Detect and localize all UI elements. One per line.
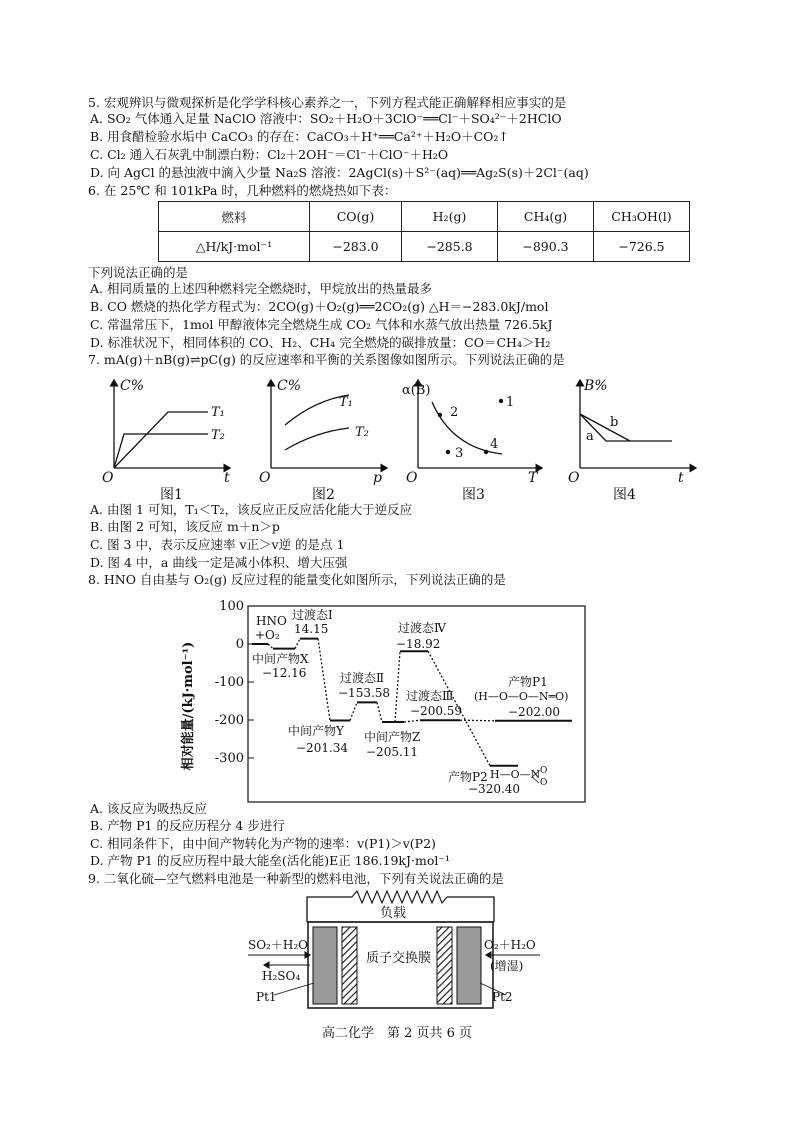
fig4-curve-a bbox=[580, 414, 672, 441]
fig3-label-4: 4 bbox=[490, 437, 499, 452]
catalyst-layer-right bbox=[437, 927, 452, 1004]
fig3-point-2 bbox=[438, 413, 442, 417]
intermediate-x-value: −12.16 bbox=[262, 666, 307, 680]
ts1-value: 14.15 bbox=[294, 622, 329, 636]
q5-option-a: A. SO₂ 气体通入足量 NaClO 溶液中：SO₂＋H₂O＋3ClO⁻══Cl⁻＋SO₄²⁻＋2HClO bbox=[90, 111, 562, 126]
product-p2-label: 产物P2 bbox=[448, 770, 488, 784]
fig3-ylabel: α(B) bbox=[402, 383, 431, 398]
q7-figure-4 bbox=[564, 370, 714, 505]
fig3-point-4 bbox=[484, 450, 488, 454]
fig1-curve-t1 bbox=[114, 412, 208, 468]
fig2-label-t2: T₂ bbox=[355, 425, 369, 440]
q7-option-c: C. 图 3 中，表示反应速率 v正＞v逆 的是点 1 bbox=[90, 537, 345, 552]
fig2-curve-t2 bbox=[285, 428, 349, 450]
electrode-pt2 bbox=[457, 927, 481, 1004]
ts3-label: 过渡态Ⅲ bbox=[406, 689, 454, 703]
pt2-label: Pt2 bbox=[492, 990, 513, 1004]
q5-option-b: B. 用食醋检验水垢中 CaCO₃ 的存在：CaCO₃＋H⁺══Ca²⁺＋H₂O＋CO₂↑ bbox=[90, 129, 509, 144]
fig1-origin: O bbox=[102, 470, 114, 486]
fig3-label-2: 2 bbox=[450, 405, 459, 420]
q7-figure-1 bbox=[98, 370, 248, 505]
membrane-label: 质子交换膜 bbox=[366, 951, 432, 966]
fig4-xlabel: t bbox=[678, 470, 684, 486]
q9-fuel-cell-diagram bbox=[244, 891, 544, 1013]
q6-prompt: 下列说法正确的是 bbox=[88, 265, 189, 280]
svg-text:O: O bbox=[540, 778, 548, 788]
q5-option-d: D. 向 AgCl 的悬浊液中滴入少量 Na₂S 溶液：2AgCl(s)＋S²⁻(aq)══Ag₂S(s)＋2Cl⁻(aq) bbox=[90, 165, 589, 180]
fig4-caption: 图4 bbox=[613, 487, 636, 503]
table-row bbox=[159, 202, 690, 232]
y-tick: -300 bbox=[214, 751, 244, 766]
intermediate-z-label: 中间产物Z bbox=[364, 730, 421, 744]
electrode-pt1 bbox=[313, 927, 337, 1004]
intermediate-x-label: 中间产物X bbox=[252, 652, 309, 666]
q6-option-d: D. 标准状况下，相同体积的 CO、H₂、CH₄ 完全燃烧的碳排放量：CO＝CH₄＞H₂ bbox=[90, 335, 551, 350]
ts3-value: −200.59 bbox=[410, 704, 463, 718]
q8-stem: 8. HNO 自由基与 O₂(g) 反应过程的能量变化如图所示，下列说法正确的是 bbox=[88, 572, 506, 587]
fig1-label-t2: T₂ bbox=[211, 428, 225, 443]
page-footer: 高二化学 第 2 页共 6 页 bbox=[321, 1026, 473, 1041]
y-tick: 0 bbox=[235, 637, 244, 652]
q7-option-a: A. 由图 1 可知，T₁＜T₂，该反应正反应活化能大于逆反应 bbox=[90, 502, 413, 517]
q8-option-d: D. 产物 P1 的反应历程中最大能垒(活化能)E正 186.19kJ·mol⁻¹ bbox=[90, 853, 450, 868]
ts2-value: −153.58 bbox=[338, 686, 391, 700]
intermediate-y-value: −201.34 bbox=[296, 741, 349, 755]
fig2-ylabel: C% bbox=[277, 378, 302, 394]
catalyst-layer-left bbox=[342, 927, 357, 1004]
fig1-label-t1: T₁ bbox=[211, 405, 225, 420]
fig4-label-a: a bbox=[586, 429, 594, 444]
y-tick: -200 bbox=[214, 713, 244, 728]
ts1-label: 过渡态Ⅰ bbox=[292, 608, 333, 622]
table-row bbox=[159, 232, 690, 262]
q9-stem: 9. 二氧化硫—空气燃料电池是一种新型的燃料电池，下列有关说法正确的是 bbox=[88, 871, 504, 886]
product-p2-structure: H—O—N bbox=[490, 768, 541, 781]
q6-stem: 6. 在 25℃ 和 101kPa 时，几种燃料的燃烧热如下表： bbox=[88, 183, 397, 198]
table-cell: −283.0 bbox=[310, 232, 402, 262]
product-p1-label: 产物P1 bbox=[508, 675, 548, 689]
q5-option-c: C. Cl₂ 通入石灰乳中制漂白粉：Cl₂＋2OH⁻＝Cl⁻＋ClO⁻＋H₂O bbox=[90, 147, 449, 162]
fig3-caption: 图3 bbox=[462, 487, 485, 503]
outlet-left-label: H₂SO₄ bbox=[262, 969, 301, 983]
q5-stem: 5. 宏观辨识与微观探析是化学学科核心素养之一，下列方程式能正确解释相应事实的是 bbox=[88, 95, 567, 110]
product-p1-value: −202.00 bbox=[508, 705, 561, 719]
table-header-cell: CH₃OH(l) bbox=[594, 202, 690, 232]
fig4-label-b: b bbox=[610, 415, 619, 430]
q8-option-b: B. 产物 P1 的反应历程分 4 步进行 bbox=[90, 818, 285, 833]
ts4-value: −18.92 bbox=[396, 637, 441, 651]
fig1-curve-t2 bbox=[114, 434, 208, 468]
table-header-cell: 燃料 bbox=[159, 202, 310, 232]
table-header-cell: CH₄(g) bbox=[498, 202, 594, 232]
ts2-label: 过渡态Ⅱ bbox=[340, 671, 385, 685]
q7-figure-3 bbox=[402, 370, 552, 505]
q8-energy-diagram bbox=[170, 594, 610, 806]
fig1-caption: 图1 bbox=[160, 487, 183, 503]
fig3-point-1 bbox=[499, 399, 503, 403]
y-tick: 100 bbox=[219, 599, 244, 614]
load-resistor-icon bbox=[352, 891, 447, 903]
intermediate-z-value: −205.11 bbox=[366, 745, 419, 759]
fig4-ylabel: B% bbox=[584, 378, 608, 394]
product-p2-value: −320.40 bbox=[468, 782, 521, 796]
svg-text:O: O bbox=[540, 766, 548, 776]
q6-option-a: A. 相同质量的上述四种燃料完全燃烧时，甲烷放出的热量最多 bbox=[90, 281, 432, 296]
fig3-point-3 bbox=[446, 450, 450, 454]
q7-stem: 7. mA(g)＋nB(g)⇌pC(g) 的反应速率和平衡的关系图像如图所示。下列说法正确的是 bbox=[88, 352, 565, 367]
table-cell: −726.5 bbox=[594, 232, 690, 262]
y-axis-label: 相对能量/(kJ·mol⁻¹) bbox=[181, 641, 196, 771]
fig1-ylabel: C% bbox=[120, 378, 145, 394]
q7-figure-2 bbox=[255, 370, 405, 505]
inlet-right-label: O₂＋H₂O bbox=[484, 938, 536, 952]
q7-option-d: D. 图 4 中，a 曲线一定是减小体积、增大压强 bbox=[90, 555, 348, 570]
fig3-label-1: 1 bbox=[506, 395, 515, 410]
humidify-note: (增湿) bbox=[490, 959, 524, 973]
q8-option-c: C. 相同条件下，由中间产物转化为产物的速率：v(P1)＞v(P2) bbox=[90, 836, 436, 851]
heat-of-combustion-table bbox=[158, 201, 690, 262]
fig3-label-3: 3 bbox=[455, 446, 464, 461]
intermediate-y-label: 中间产物Y bbox=[288, 724, 344, 738]
table-header-cell: CO(g) bbox=[310, 202, 402, 232]
q8-option-a: A. 该反应为吸热反应 bbox=[90, 801, 207, 816]
fig1-xlabel: t bbox=[224, 470, 230, 486]
q6-option-b: B. CO 燃烧的热化学方程式为：2CO(g)＋O₂(g)══2CO₂(g) △H＝−283.0kJ/mol bbox=[90, 299, 549, 314]
reactant-label: HNO bbox=[256, 614, 287, 628]
table-cell: △H/kJ·mol⁻¹ bbox=[159, 232, 310, 262]
product-p1-structure: (H—O—O—N═O) bbox=[474, 690, 569, 703]
ts4-label: 过渡态Ⅳ bbox=[398, 621, 446, 635]
fig4-origin: O bbox=[568, 470, 580, 486]
fig2-label-t1: T₁ bbox=[339, 395, 353, 410]
q6-option-c: C. 常温常压下，1mol 甲醇液体完全燃烧生成 CO₂ 气体和水蒸气放出热量 726.5kJ bbox=[90, 317, 553, 332]
table-cell: −890.3 bbox=[498, 232, 594, 262]
fig3-xlabel: T bbox=[528, 470, 538, 486]
reactant-o2-label: +O₂ bbox=[255, 628, 280, 642]
fig2-xlabel: p bbox=[373, 470, 382, 486]
table-cell: −285.8 bbox=[402, 232, 498, 262]
load-label: 负载 bbox=[380, 906, 407, 921]
table-header-cell: H₂(g) bbox=[402, 202, 498, 232]
y-tick: -100 bbox=[214, 675, 244, 690]
fig3-origin: O bbox=[406, 470, 418, 486]
fig2-origin: O bbox=[259, 470, 271, 486]
fig2-caption: 图2 bbox=[312, 487, 335, 503]
pt1-label: Pt1 bbox=[256, 990, 277, 1004]
q7-option-b: B. 由图 2 可知，该反应 m＋n＞p bbox=[90, 519, 280, 534]
inlet-left-label: SO₂＋H₂O bbox=[248, 938, 308, 952]
